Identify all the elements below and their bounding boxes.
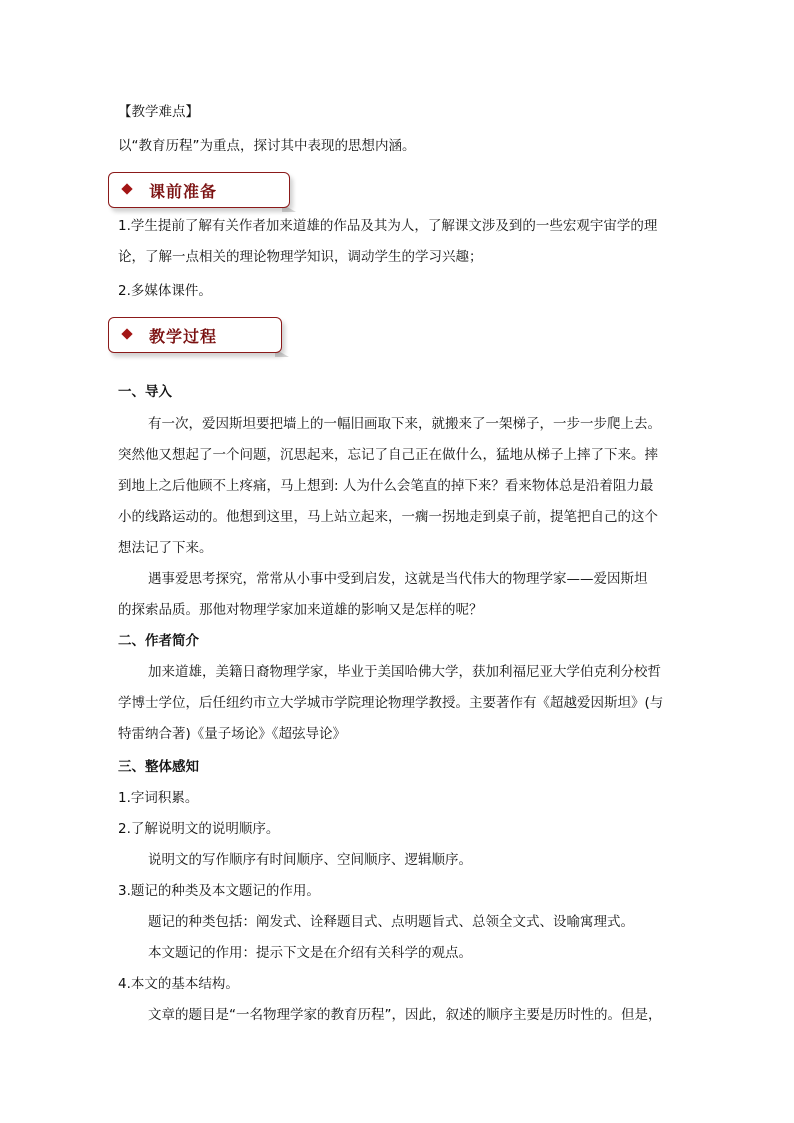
- prep-item-1-line-2: 论，了解一点相关的理论物理学知识，调动学生的学习兴趣；: [118, 249, 483, 265]
- intro-p1-line-3: 到地上之后他顾不上疼痛，马上想到: 人为什么会笔直的掉下来？看来物体总是沿着阻力最: [118, 478, 654, 494]
- overall-item-3: 3.题记的种类及本文题记的作用。: [118, 883, 320, 899]
- intro-p1-line-4: 小的线路运动的。他想到这里，马上站立起来，一瘸一拐地走到桌子前，提笔把自己的这个: [118, 509, 658, 525]
- prep-section-title: 课前准备: [149, 182, 218, 201]
- intro-p1-line-1: 有一次，爱因斯坦要把墙上的一幅旧画取下来，就搬来了一架梯子，一步一步爬上去。: [148, 416, 661, 432]
- overall-item-2: 2.了解说明文的说明顺序。: [118, 821, 280, 837]
- prep-item-1-line-1: 1.学生提前了解有关作者加来道雄的作品及其为人，了解课文涉及到的一些宏观宇宙学的理: [118, 218, 658, 234]
- intro-p2-line-1: 遇事爱思考探究，常常从小事中受到启发，这就是当代伟大的物理学家——爱因斯坦: [148, 571, 648, 587]
- difficulty-text: 以“教育历程”为重点，探讨其中表现的思想内涵。: [118, 138, 416, 154]
- intro-p1-line-2: 突然他又想起了一个问题，沉思起来，忘记了自己正在做什么，猛地从梯子上摔了下来。摔: [118, 447, 658, 463]
- overall-item-3-detail-2: 本文题记的作用：提示下文是在介绍有关科学的观点。: [148, 945, 472, 961]
- diamond-bullet-icon: [121, 328, 132, 339]
- author-p-line-1: 加来道雄，美籍日裔物理学家，毕业于美国哈佛大学，获加利福尼亚大学伯克利分校哲: [148, 664, 661, 680]
- difficulty-heading: 【教学难点】: [118, 104, 199, 120]
- overall-item-2-detail: 说明文的写作顺序有时间顺序、空间顺序、逻辑顺序。: [148, 852, 472, 868]
- process-section-title: 教学过程: [149, 327, 218, 346]
- author-heading: 二、作者简介: [118, 633, 199, 649]
- intro-heading: 一、导入: [118, 384, 172, 400]
- prep-section-badge: [108, 172, 290, 208]
- intro-p1-line-5: 想法记了下来。: [118, 540, 213, 556]
- overall-item-1: 1.字词积累。: [118, 790, 199, 806]
- overall-heading: 三、整体感知: [118, 759, 199, 775]
- overall-item-3-detail-1: 题记的种类包括：阐发式、诠释题目式、点明题旨式、总领全文式、设喻寓理式。: [148, 914, 634, 930]
- overall-item-4-detail: 文章的题目是“一名物理学家的教育历程”，因此，叙述的顺序主要是历时性的。但是，: [148, 1007, 662, 1023]
- overall-item-4: 4.本文的基本结构。: [118, 976, 239, 992]
- author-p-line-3: 特雷纳合著)《量子场论》《超弦导论》: [118, 726, 347, 742]
- prep-item-2: 2.多媒体课件。: [118, 283, 212, 299]
- author-p-line-2: 学博士学位，后任纽约市立大学城市学院理论物理学教授。主要著作有《超越爱因斯坦》(与: [118, 695, 664, 711]
- intro-p2-line-2: 的探索品质。那他对物理学家加来道雄的影响又是怎样的呢？: [118, 602, 483, 618]
- diamond-bullet-icon: [121, 183, 132, 194]
- process-section-badge: [108, 317, 282, 353]
